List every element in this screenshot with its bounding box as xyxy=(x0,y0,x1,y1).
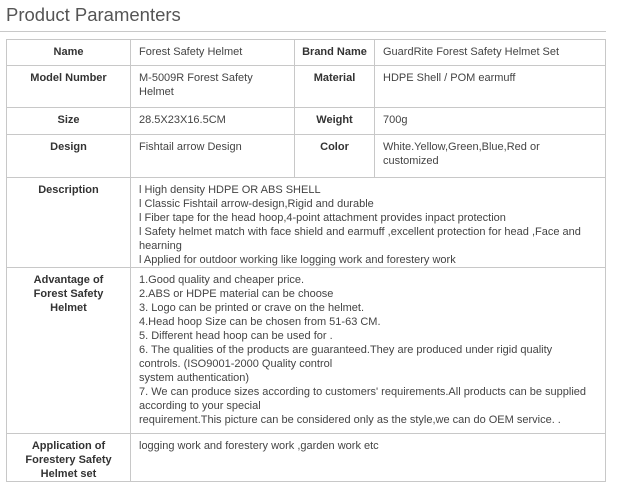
name-value: Forest Safety Helmet xyxy=(131,40,295,66)
model-number-line: M-5009R Forest Safety xyxy=(139,72,253,84)
table-row xyxy=(7,135,606,178)
page-title: Product Paramenters xyxy=(6,4,181,25)
application-label xyxy=(7,434,131,482)
description-line: hearning xyxy=(139,240,182,252)
design-value: Fishtail arrow Design xyxy=(131,135,295,178)
description-line: l Safety helmet match with face shield and earmuff ,excellent protection for head ,Face and xyxy=(139,226,581,238)
table-row xyxy=(7,268,606,434)
advantage-line: 2.ABS or HDPE material can be choose xyxy=(139,288,334,300)
advantage-line: 7. We can produce sizes according to customers' requirements.All products can be supplied xyxy=(139,386,587,398)
model-number-label: Model Number xyxy=(7,66,131,108)
description-label: Description xyxy=(7,178,131,268)
color-line: White.Yellow,Green,Blue,Red or xyxy=(383,141,540,153)
description-line: l Classic Fishtail arrow-design,Rigid and durable xyxy=(139,198,374,210)
description-value xyxy=(131,178,606,268)
name-label: Name xyxy=(7,40,131,66)
size-label: Size xyxy=(7,108,131,135)
advantage-line: according to your special xyxy=(139,400,261,412)
table-row xyxy=(7,40,606,66)
application-value: logging work and forestery work ,garden work etc xyxy=(131,434,606,482)
table-row xyxy=(7,108,606,135)
description-line: l Applied for outdoor working like logging work and forestery work xyxy=(139,254,456,266)
advantage-line: 5. Different head hoop can be used for . xyxy=(139,330,333,342)
model-number-line: Helmet xyxy=(139,86,174,98)
description-line: l High density HDPE OR ABS SHELL xyxy=(139,184,321,196)
advantage-label-line: Advantage of xyxy=(33,274,104,286)
advantage-label xyxy=(7,268,131,434)
color-value xyxy=(375,135,606,178)
advantage-value xyxy=(131,268,606,434)
weight-label: Weight xyxy=(295,108,375,135)
design-label: Design xyxy=(7,135,131,178)
material-value: HDPE Shell / POM earmuff xyxy=(375,66,606,108)
model-number-value xyxy=(131,66,295,108)
brand-name-value: GuardRite Forest Safety Helmet Set xyxy=(375,40,606,66)
weight-value: 700g xyxy=(375,108,606,135)
advantage-line: 3. Logo can be printed or crave on the helmet. xyxy=(139,302,365,314)
table-row xyxy=(7,178,606,268)
advantage-line: system authentication) xyxy=(139,372,250,384)
advantage-line: 4.Head hoop Size can be chosen from 51-63 CM. xyxy=(139,316,381,328)
advantage-line: 1.Good quality and cheaper price. xyxy=(139,274,305,286)
advantage-label-line: Helmet xyxy=(50,302,87,314)
advantage-label-line: Forest Safety xyxy=(33,288,104,300)
size-value: 28.5X23X16.5CM xyxy=(131,108,295,135)
color-line: customized xyxy=(383,155,439,167)
advantage-line: controls. (ISO9001-2000 Quality control xyxy=(139,358,333,370)
title-divider xyxy=(0,31,606,32)
application-label-line: Forestery Safety xyxy=(25,454,112,466)
table-row xyxy=(7,66,606,108)
description-line: l Fiber tape for the head hoop,4-point attachment provides inpact protection xyxy=(139,212,506,224)
application-label-line: Application of xyxy=(31,440,106,452)
product-parameters-table xyxy=(6,39,606,482)
color-label: Color xyxy=(295,135,375,178)
advantage-line: requirement.This picture can be considered only as the style,we can do OEM service. . xyxy=(139,414,561,426)
table-row xyxy=(7,434,606,482)
material-label: Material xyxy=(295,66,375,108)
advantage-line: 6. The qualities of the products are guaranteed.They are produced under rigid quality xyxy=(139,344,553,356)
application-label-line: Helmet set xyxy=(40,468,97,480)
brand-name-label: Brand Name xyxy=(295,40,375,66)
